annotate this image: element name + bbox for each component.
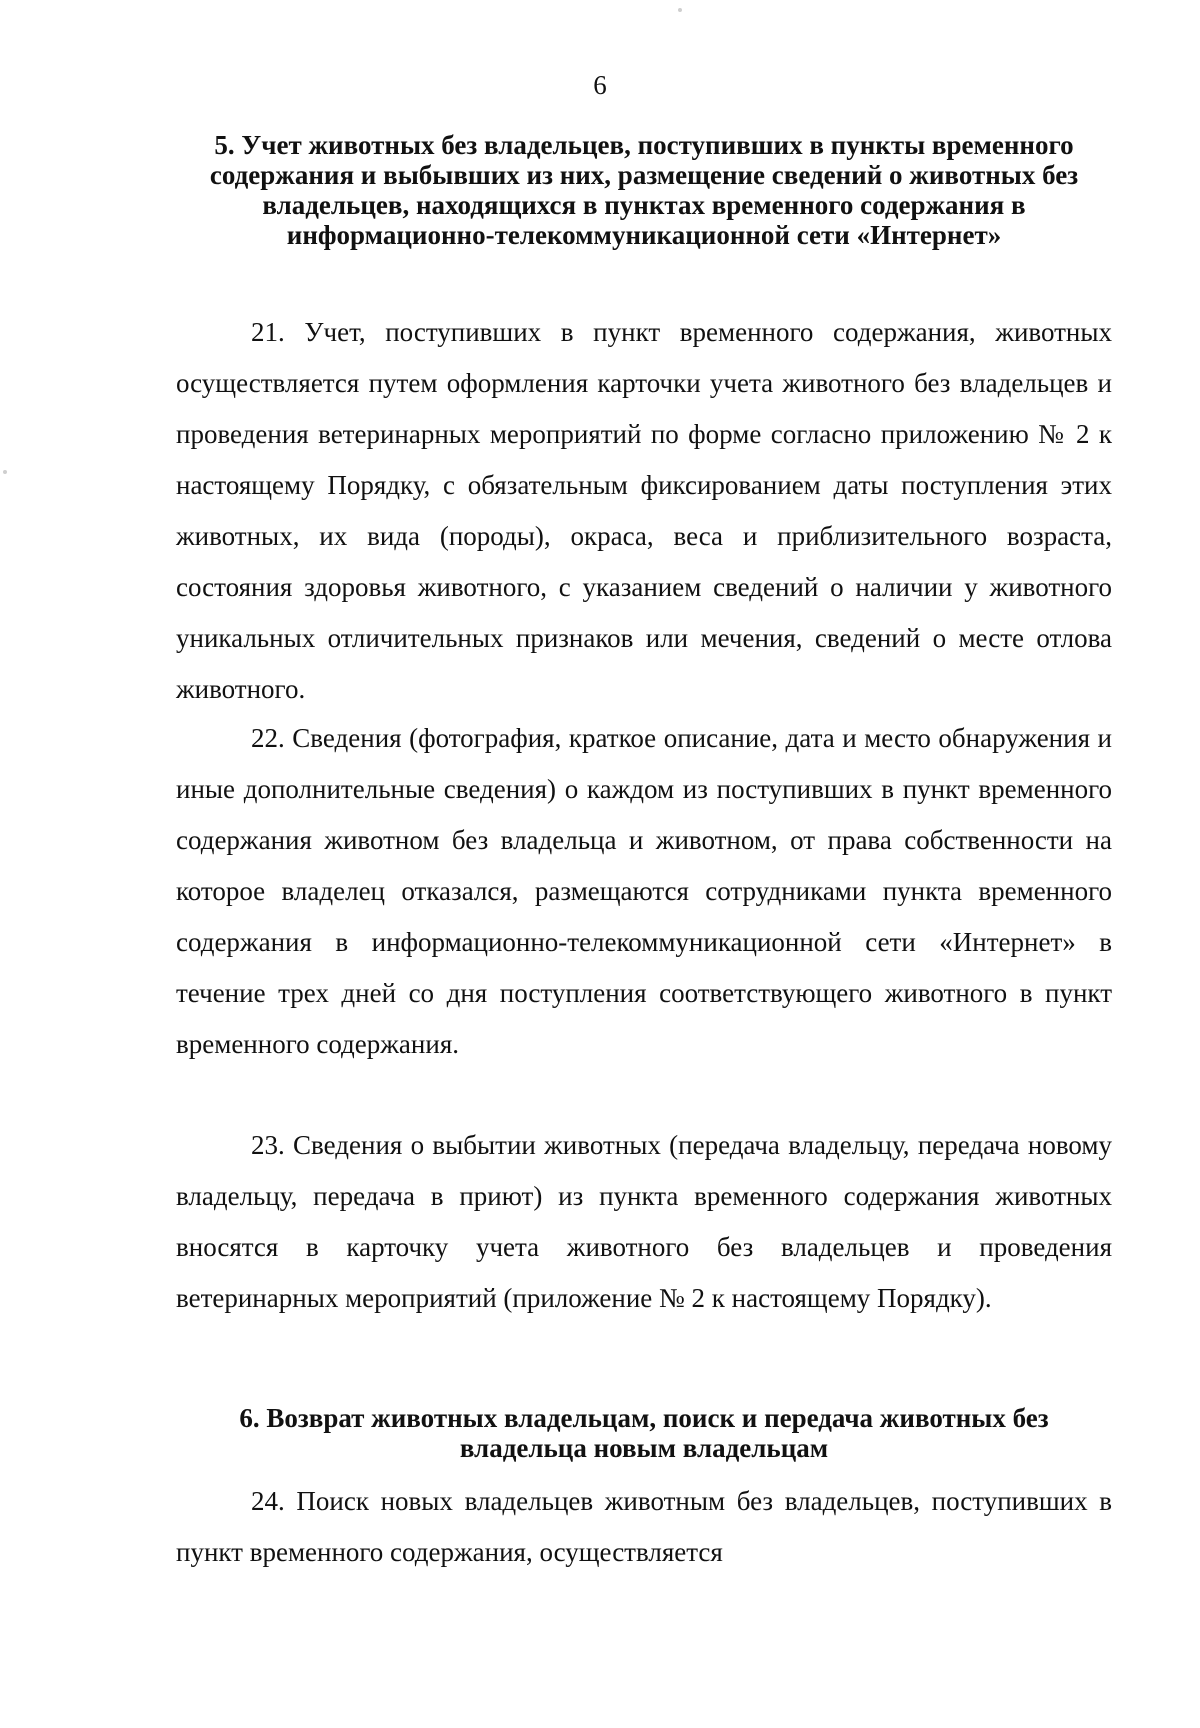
scan-speck: [3, 470, 7, 474]
paragraph-22: 22. Сведения (фотография, краткое описание, дата и место обнаружения и иные дополнительные сведения) о каждом из поступивших в пункт временного содержания животном без владельца и животном, от права собственности на которое владелец отказался, размещаются сотрудниками пункта временного содержания в информационно-телекоммуникационной сети «Интернет» в течение трех дней со дня поступления соответствующего животного в пункт временного содержания.: [176, 723, 1112, 1059]
paragraph-24: 24. Поиск новых владельцев животным без владельцев, поступивших в пункт временного содержания, осуществляется: [176, 1486, 1112, 1567]
section-heading-6: 6. Возврат животных владельцам, поиск и передача животных без владельца новым владельцам: [239, 1403, 1049, 1463]
scan-speck: [678, 8, 682, 12]
section-heading-5: 5. Учет животных без владельцев, поступивших в пункты временного содержания и выбывших из них, размещение сведений о животных без владельцев, находящихся в пунктах временного содержания в информационно-телекоммуникационной сети «Интернет»: [209, 130, 1079, 250]
paragraph-23: 23. Сведения о выбытии животных (передача владельцу, передача новому владельцу, передача в приют) из пункта временного содержания животных вносятся в карточку учета животного без владельцев и проведения ветеринарных мероприятий (приложение № 2 к настоящему Порядку).: [176, 1130, 1112, 1313]
paragraph-21: 21. Учет, поступивших в пункт временного содержания, животных осуществляется путем оформления карточки учета животного без владельцев и проведения ветеринарных мероприятий по форме согласно приложению № 2 к настоящему Порядку, с обязательным фиксированием даты поступления этих животных, их вида (породы), окраса, веса и приблизительного возраста, состояния здоровья животного, с указанием сведений о наличии у животного уникальных отличительных признаков или мечения, сведений о месте отлова животного.: [176, 317, 1112, 704]
page-number: 6: [593, 70, 607, 100]
